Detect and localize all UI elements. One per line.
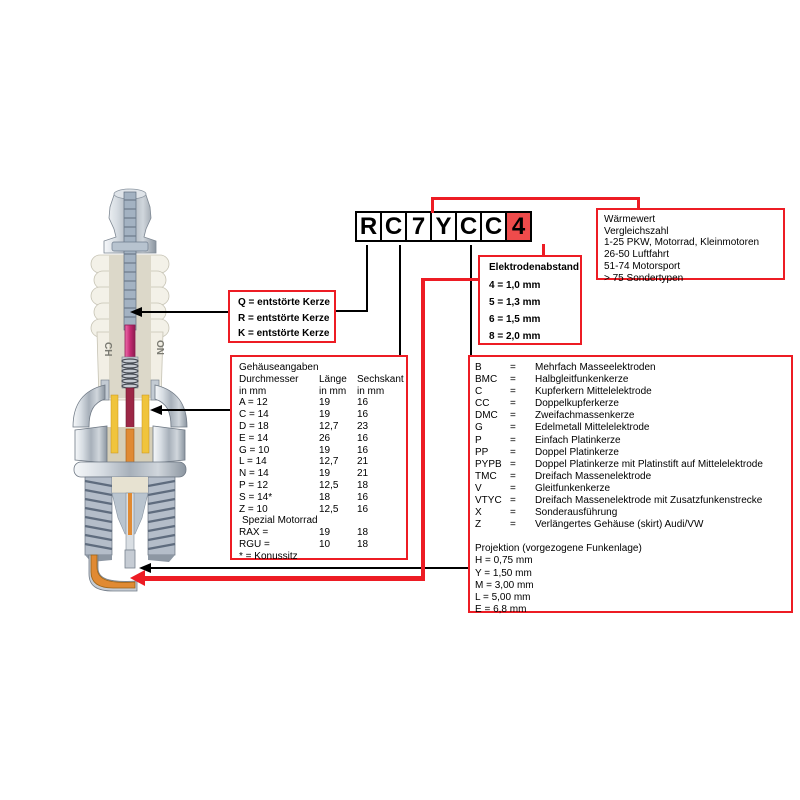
gap-value-line: 4 = 1,0 mm xyxy=(489,280,541,291)
electrode-code-row xyxy=(475,495,791,507)
housing-col-length: 19 xyxy=(319,444,331,456)
gap-value-line: 8 = 2,0 mm xyxy=(489,331,541,342)
red-connector-7-down xyxy=(637,197,640,210)
suppression-line: R = entstörte Kerze xyxy=(238,312,330,324)
housing-row xyxy=(239,445,406,457)
heat-range-line: Wärmewert xyxy=(604,214,656,225)
electrode-code-row xyxy=(475,410,791,422)
housing-col-hex: 16 xyxy=(357,444,369,456)
housing-col-length: 12,7 xyxy=(319,420,339,432)
code-letter-box: C xyxy=(480,211,507,242)
red-connector-4-down xyxy=(542,244,545,257)
gap-value-line: 6 = 1,5 mm xyxy=(489,314,541,325)
equals-sign: = xyxy=(510,458,516,470)
housing-col-hex: 16 xyxy=(357,409,369,421)
electrode-code-row xyxy=(475,471,791,483)
housing-col-hex: 21 xyxy=(357,456,369,468)
housing-col-diameter: G = 10 xyxy=(239,444,270,456)
housing-col-hex: 18 xyxy=(357,527,369,539)
housing-col-length: 19 xyxy=(319,409,331,421)
code-letter-box: C xyxy=(380,211,407,242)
electrode-description: Kupferkern Mittelelektrode xyxy=(535,386,652,398)
housing-col-hex: 18 xyxy=(357,479,369,491)
brand-text-fragment: ON xyxy=(154,340,165,355)
projection-line: L = 5,00 mm xyxy=(475,591,531,603)
housing-col-hex: in mm xyxy=(357,385,385,397)
electrode-description: Sonderausführung xyxy=(535,507,618,519)
housing-col-diameter: RAX = xyxy=(239,527,269,539)
equals-sign: = xyxy=(510,482,516,494)
connector-r-vertical xyxy=(366,245,368,312)
electrode-code-row xyxy=(475,483,791,495)
code-letter-box: C xyxy=(455,211,482,242)
housing-col-length: 12,7 xyxy=(319,456,339,468)
housing-col-diameter: P = 12 xyxy=(239,479,269,491)
electrode-description: Edelmetall Mittelelektrode xyxy=(535,422,650,434)
electrode-code: DMC xyxy=(475,410,498,422)
projection-list xyxy=(475,555,791,615)
projection-line: M = 3,00 mm xyxy=(475,579,534,591)
housing-col-hex: Sechskant xyxy=(357,373,404,385)
housing-col-hex: 23 xyxy=(357,420,369,432)
housing-col-diameter: N = 14 xyxy=(239,468,269,480)
electrode-code-row xyxy=(475,459,791,471)
electrode-code: CC xyxy=(475,398,490,410)
equals-sign: = xyxy=(510,422,516,434)
housing-col-diameter: L = 14 xyxy=(239,456,267,468)
electrode-description: Einfach Platinkerze xyxy=(535,434,621,446)
housing-col-diameter: Durchmesser xyxy=(239,373,299,385)
connector-r-horizontal xyxy=(336,310,368,312)
housing-col-diameter: A = 12 xyxy=(239,397,268,409)
equals-sign: = xyxy=(510,362,516,373)
code-letter-box: 4 xyxy=(505,211,532,242)
heat-range-line: 26-50 Luftfahrt xyxy=(604,249,670,261)
spark-plug-cutaway-illustration xyxy=(45,182,215,602)
heat-range-line: 1-25 PKW, Motorrad, Kleinmotoren xyxy=(604,237,760,249)
housing-col-length: in mm xyxy=(319,385,347,397)
equals-sign: = xyxy=(510,398,516,410)
heat-range-line: 51-74 Motorsport xyxy=(604,260,681,272)
housing-col-length: 19 xyxy=(319,468,331,480)
equals-sign: = xyxy=(510,470,516,482)
housing-col-diameter: Z = 10 xyxy=(239,503,268,515)
connector-yc-vertical xyxy=(470,245,472,355)
heat-range-line: > 75 Sondertypen xyxy=(604,272,684,284)
electrode-code-list xyxy=(475,362,791,531)
brand-text-fragment: CH xyxy=(102,342,113,357)
electrode-code: B xyxy=(475,362,482,373)
electrode-description: Mehrfach Masseelektroden xyxy=(535,362,656,373)
heat-range-lines xyxy=(604,214,777,284)
electrode-code: C xyxy=(475,386,483,398)
housing-title: Gehäuseangaben xyxy=(239,362,319,373)
projection-title: Projektion (vorgezogene Funkenlage) xyxy=(475,543,642,555)
electrode-description: Zweifachmassenkerze xyxy=(535,410,635,422)
equals-sign: = xyxy=(510,519,516,531)
housing-col-length: 26 xyxy=(319,432,331,444)
housing-col-length: 12,5 xyxy=(319,503,339,515)
housing-col-diameter: in mm xyxy=(239,385,267,397)
housing-header-row xyxy=(239,374,406,386)
suppression-line: K = entstörte Kerze xyxy=(238,328,330,339)
electrode-description: Doppel Platinkerze mit Platinstift auf Mittelelektrode xyxy=(535,458,763,470)
housing-col-diameter: S = 14* xyxy=(239,491,273,503)
equals-sign: = xyxy=(510,374,516,386)
center-electrode xyxy=(125,493,135,568)
equals-sign: = xyxy=(510,495,516,507)
suppression-line: Q = entstörte Kerze xyxy=(238,297,330,308)
gap-value-line: 5 = 1,3 mm xyxy=(489,297,541,308)
housing-row xyxy=(239,397,406,409)
spark-plug-code xyxy=(355,211,532,242)
electrode-code: X xyxy=(475,507,482,519)
electrode-description: Doppelkupferkerze xyxy=(535,398,619,410)
housing-table xyxy=(239,374,406,551)
housing-col-hex: 16 xyxy=(357,432,369,444)
projection-line: E = 6,8 mm xyxy=(475,603,527,615)
housing-col-diameter: D = 18 xyxy=(239,420,269,432)
housing-col-hex: 16 xyxy=(357,397,369,409)
electrode-code: P xyxy=(475,434,482,446)
housing-col-length: Länge xyxy=(319,373,347,385)
housing-header-units-row xyxy=(239,386,406,398)
electrode-code-row xyxy=(475,386,791,398)
arrowhead-to-hex-icon xyxy=(150,405,162,415)
electrode-code: G xyxy=(475,422,483,434)
red-arrowhead-to-ground-electrode-icon xyxy=(130,570,145,586)
suppression-lines xyxy=(238,295,334,342)
electrode-code-row xyxy=(475,422,791,434)
arrowhead-to-resistor-icon xyxy=(130,307,142,317)
electrode-description: Gleitfunkenkerze xyxy=(535,482,611,494)
electrode-description: Dreifach Massenelektrode mit Zusatzfunkenstrecke xyxy=(535,495,763,507)
red-connector-gap-vertical xyxy=(421,278,425,581)
equals-sign: = xyxy=(510,434,516,446)
equals-sign: = xyxy=(510,410,516,422)
housing-row xyxy=(239,504,406,516)
heat-range-box xyxy=(596,208,785,284)
electrode-gap-title: Elektrodenabstand xyxy=(489,262,580,273)
heat-range-line: Vergleichszahl xyxy=(604,225,669,237)
housing-special-label: Spezial Motorrad xyxy=(242,515,318,527)
code-letter-box: 7 xyxy=(405,211,432,242)
housing-row xyxy=(239,492,406,504)
connector-c-vertical xyxy=(399,245,401,355)
housing-col-hex: 18 xyxy=(357,538,369,550)
housing-row xyxy=(239,468,406,480)
code-letter-box: R xyxy=(355,211,382,242)
housing-col-hex: 16 xyxy=(357,503,369,515)
electrode-description: Dreifach Massenelektrode xyxy=(535,470,652,482)
electrode-gap-lines xyxy=(489,277,580,345)
housing-col-hex: 16 xyxy=(357,491,369,503)
spacer xyxy=(475,531,791,543)
red-connector-gap-left xyxy=(421,278,478,281)
housing-col-hex: 21 xyxy=(357,468,369,480)
arrow-line-to-resistor xyxy=(140,311,228,313)
electrode-code: V xyxy=(475,482,482,494)
electrode-description: Halbgleitfunkenkerze xyxy=(535,374,629,386)
housing-col-length: 19 xyxy=(319,527,331,539)
electrode-code: Z xyxy=(475,519,482,531)
contact-spring xyxy=(122,357,138,388)
electrode-gap-box xyxy=(478,255,582,345)
electrode-code-row xyxy=(475,447,791,459)
electrode-code: TMC xyxy=(475,470,497,482)
electrode-code: PP xyxy=(475,446,489,458)
electrode-type-box xyxy=(468,355,793,613)
housing-col-length: 19 xyxy=(319,397,331,409)
housing-data-box xyxy=(230,355,408,560)
projection-line: H = 0,75 mm xyxy=(475,555,533,567)
electrode-code: BMC xyxy=(475,374,498,386)
equals-sign: = xyxy=(510,507,516,519)
housing-row xyxy=(239,421,406,433)
electrode-code-row xyxy=(475,374,791,386)
electrode-code: PYPB xyxy=(475,458,502,470)
housing-col-length: 10 xyxy=(319,538,331,550)
electrode-code: VTYC xyxy=(475,495,502,507)
projection-line: Y = 1,50 mm xyxy=(475,567,532,579)
center-stem xyxy=(126,388,134,429)
housing-col-diameter: C = 14 xyxy=(239,409,269,421)
arrow-line-to-hex xyxy=(160,409,230,411)
seat-flange xyxy=(74,462,186,477)
housing-special-row xyxy=(239,527,406,539)
electrode-description: Doppel Platinkerze xyxy=(535,446,619,458)
equals-sign: = xyxy=(510,446,516,458)
electrode-description: Verlängertes Gehäuse (skirt) Audi/VW xyxy=(535,519,704,531)
housing-row xyxy=(239,433,406,445)
housing-col-length: 18 xyxy=(319,491,331,503)
electrode-code-row xyxy=(475,435,791,447)
resistor-element xyxy=(125,325,135,358)
housing-footnote: * = Konussitz xyxy=(239,550,298,562)
housing-row xyxy=(239,409,406,421)
housing-row xyxy=(239,456,406,468)
housing-col-diameter: RGU = xyxy=(239,538,270,550)
red-connector-7-across xyxy=(431,197,640,200)
electrode-code-row xyxy=(475,507,791,519)
electrode-code-row xyxy=(475,362,791,374)
housing-col-diameter: E = 14 xyxy=(239,432,269,444)
electrode-code-row xyxy=(475,398,791,410)
equals-sign: = xyxy=(510,386,516,398)
electrode-code-row xyxy=(475,519,791,531)
code-letter-box: Y xyxy=(430,211,457,242)
red-arrow-line-to-ground-electrode xyxy=(144,576,425,581)
housing-special-row xyxy=(239,539,406,551)
housing-row xyxy=(239,480,406,492)
housing-col-length: 12,5 xyxy=(319,479,339,491)
suppression-box xyxy=(228,290,336,343)
